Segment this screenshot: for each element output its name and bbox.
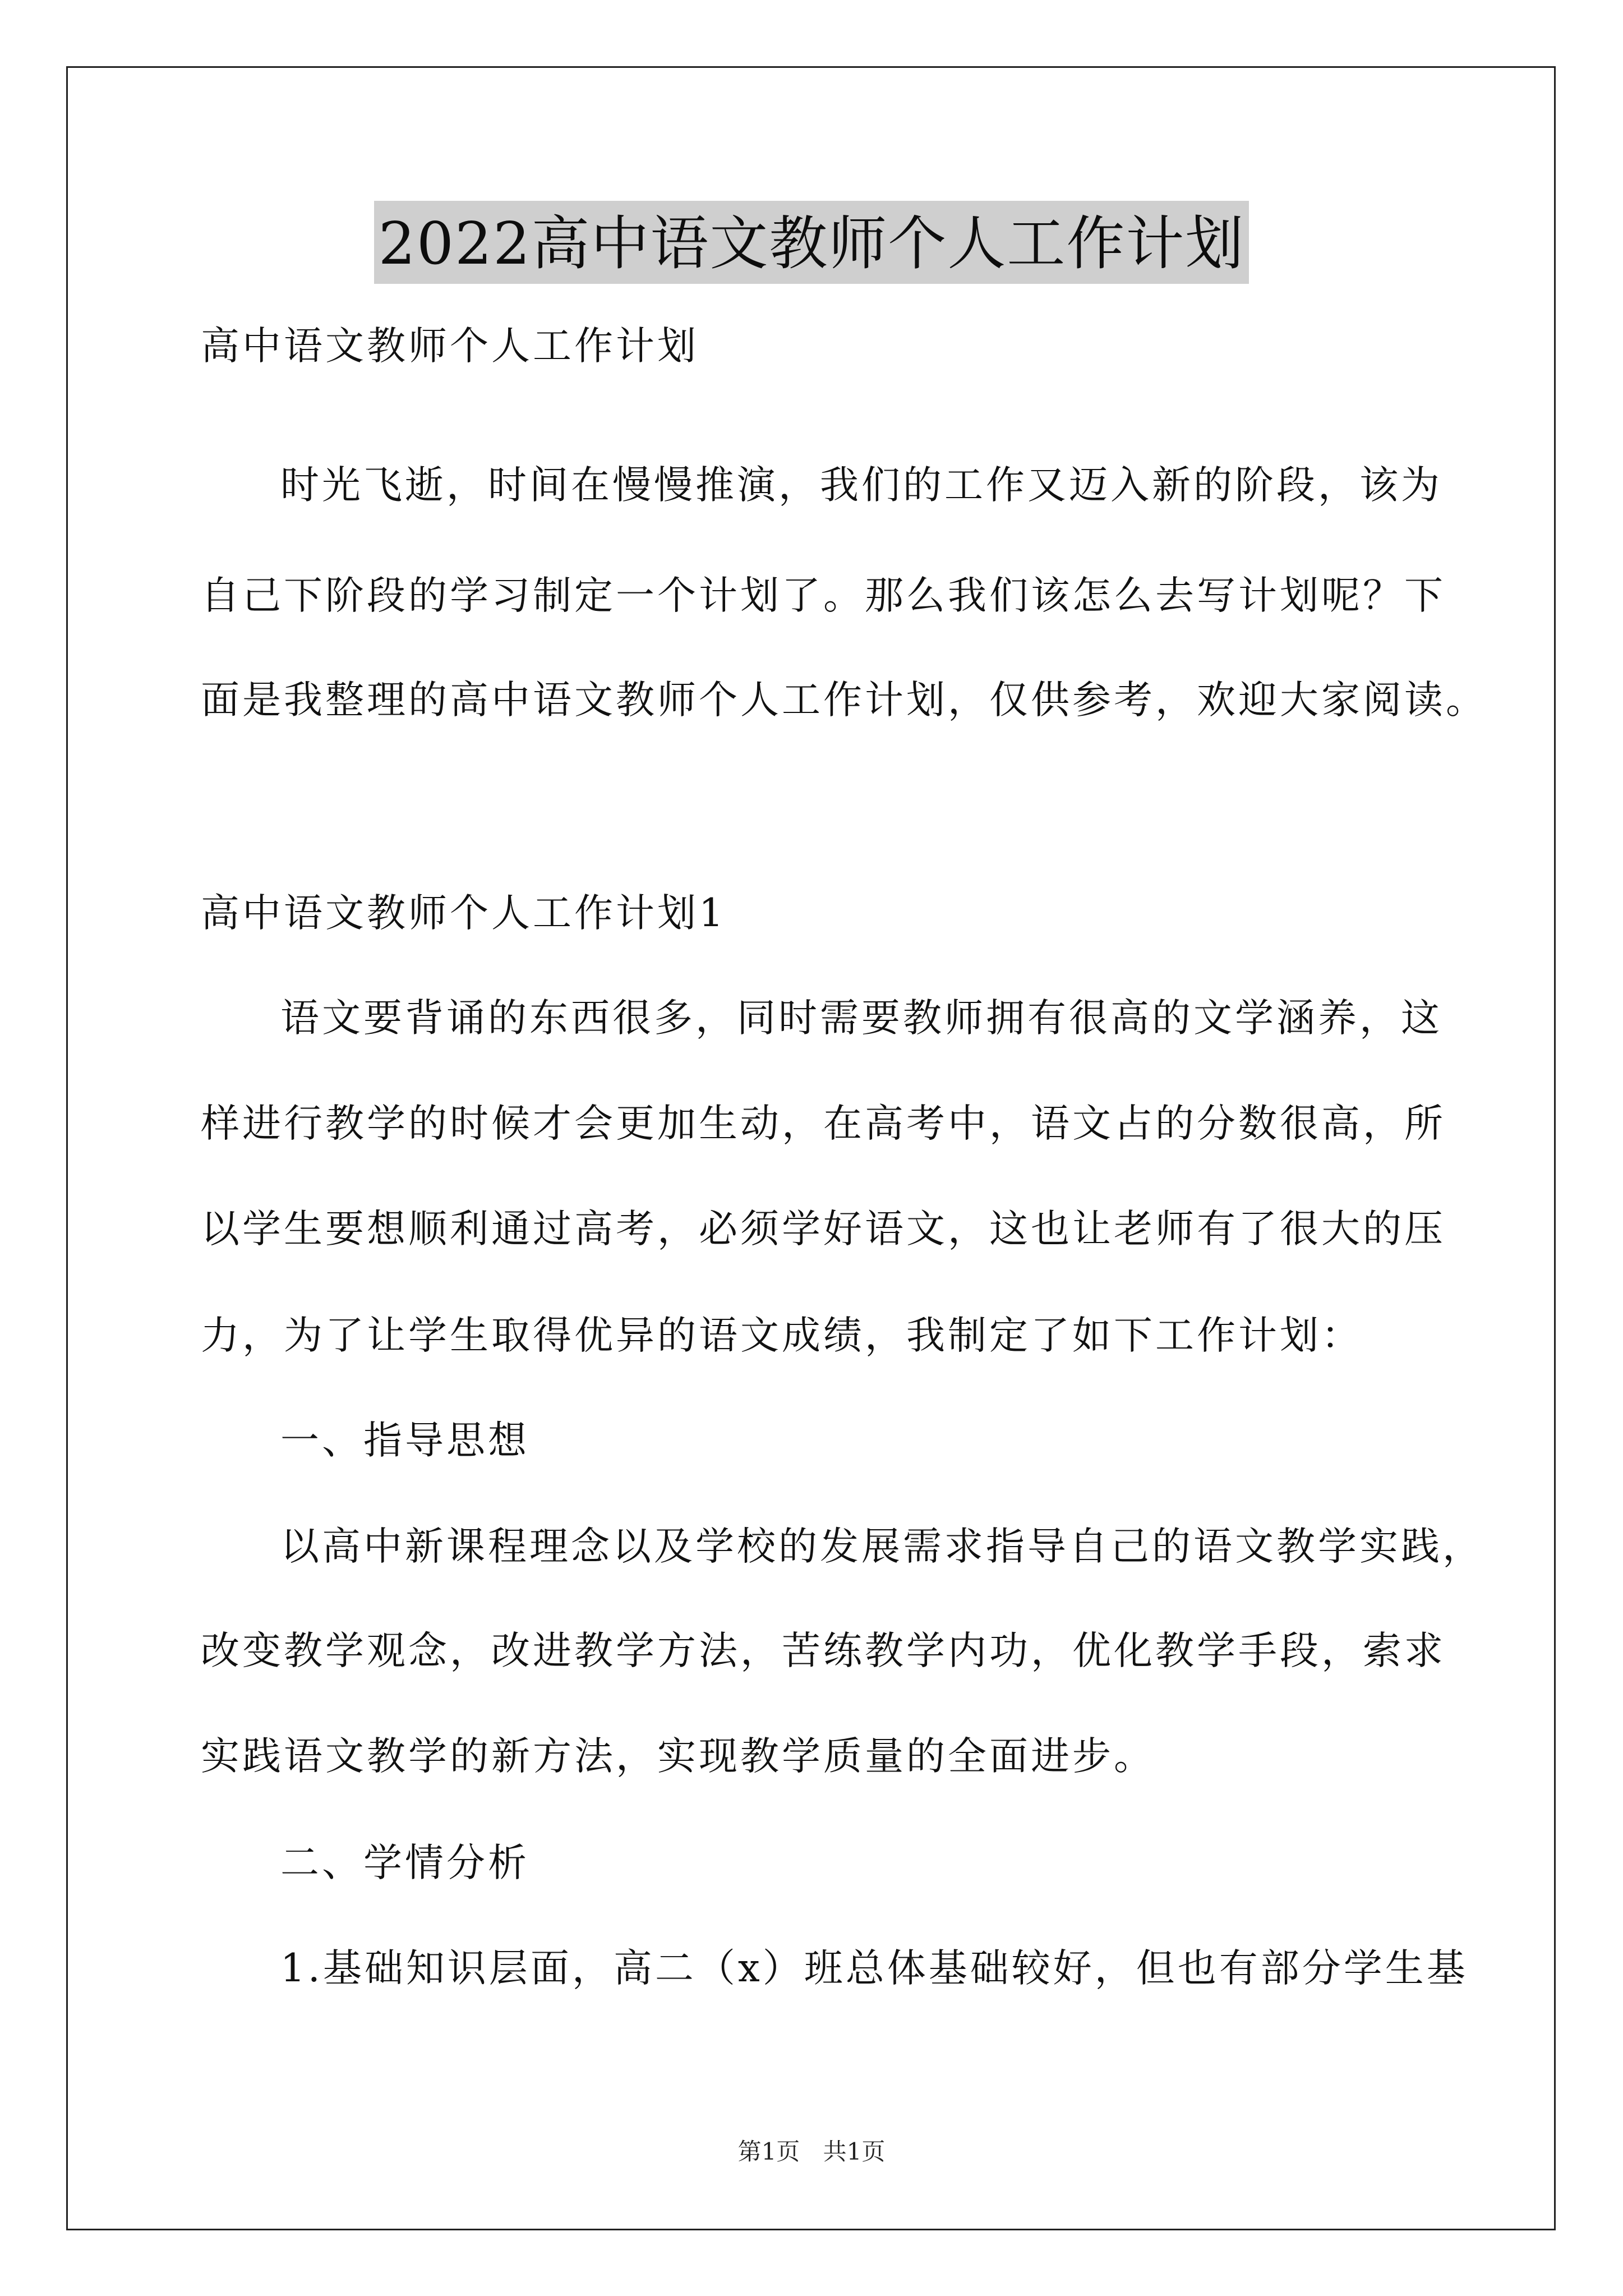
part1-line-1: 以高中新课程理念以及学校的发展需求指导自己的语文教学实践，: [280, 1524, 1484, 1569]
subtitle: 高中语文教师个人工作计划: [201, 324, 699, 369]
part1-heading: 一、指导思想: [280, 1418, 529, 1463]
page-number: 第1页: [737, 2138, 800, 2165]
section1-line-2: 样进行教学的时候才会更加生动，在高考中，语文占的分数很高，所: [201, 1101, 1446, 1146]
intro-line-2: 自己下阶段的学习制定一个计划了。那么我们该怎么去写计划呢？下: [201, 573, 1446, 618]
section1-line-3: 以学生要想顺利通过高考，必须学好语文，这也让老师有了很大的压: [201, 1207, 1446, 1251]
intro-line-3: 面是我整理的高中语文教师个人工作计划，仅供参考，欢迎大家阅读。: [201, 678, 1487, 723]
part2-line-1: 1.基础知识层面，高二（x）班总体基础较好，但也有部分学生基: [280, 1946, 1468, 1991]
page-total: 共1页: [823, 2138, 886, 2165]
title-container: [0, 201, 1623, 284]
page-footer: [0, 2136, 1623, 2168]
part2-heading: 二、学情分析: [280, 1841, 529, 1885]
intro-line-1: 时光飞逝，时间在慢慢推演，我们的工作又迈入新的阶段，该为: [280, 463, 1442, 508]
section1-heading: 高中语文教师个人工作计划1: [201, 891, 726, 936]
document-title: 2022高中语文教师个人工作计划: [374, 201, 1249, 284]
part1-line-2: 改变教学观念，改进教学方法，苦练教学内功，优化教学手段，索求: [201, 1628, 1446, 1673]
section1-line-1: 语文要背诵的东西很多，同时需要教师拥有很高的文学涵养，这: [280, 996, 1442, 1041]
part1-line-3: 实践语文教学的新方法，实现教学质量的全面进步。: [201, 1734, 1155, 1779]
section1-line-4: 力，为了让学生取得优异的语文成绩，我制定了如下工作计划：: [201, 1313, 1363, 1358]
